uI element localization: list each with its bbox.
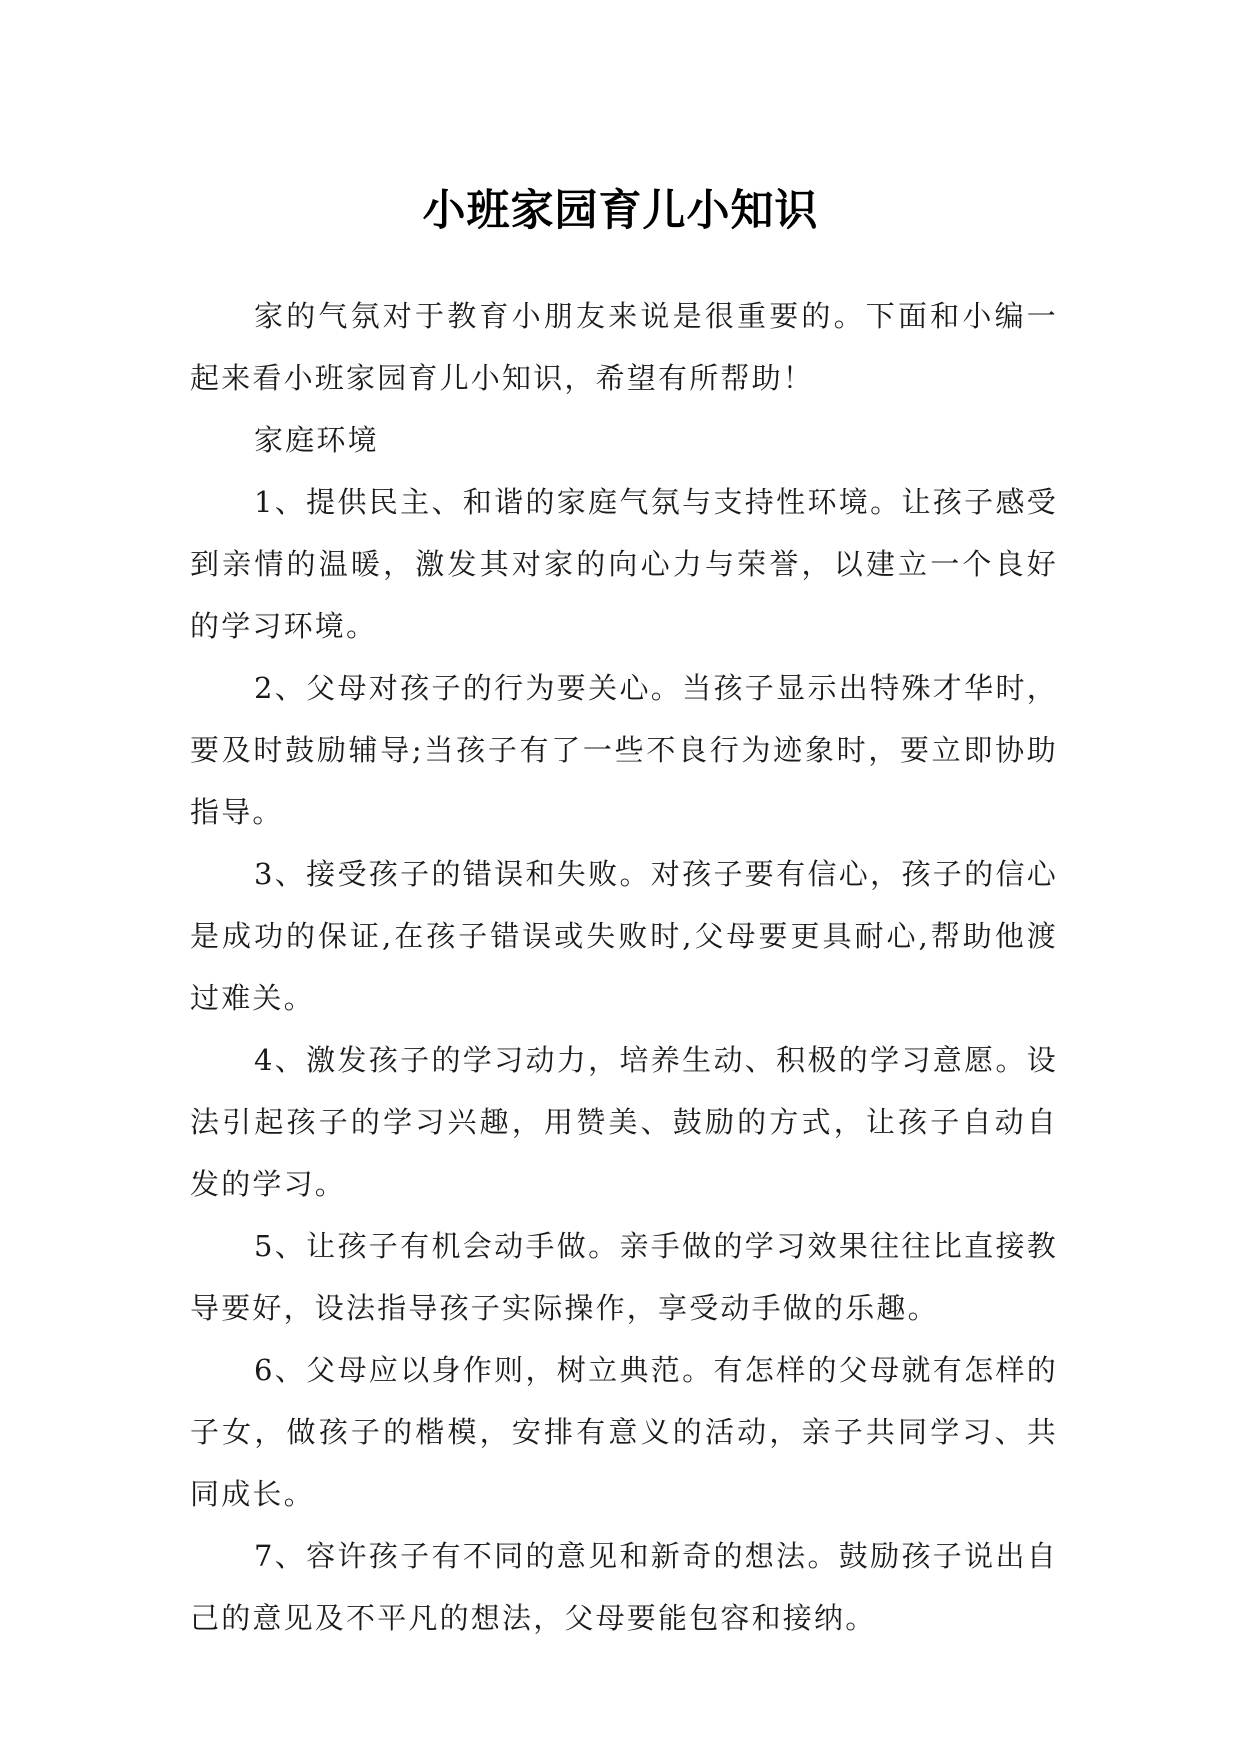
section-heading: 家庭环境 xyxy=(254,423,379,457)
document-title: 小班家园育儿小知识 xyxy=(422,185,819,236)
list-item-4: 4、激发孩子的学习动力，培养生动、积极的学习意愿。设法引起孩子的学习兴趣，用赞美、鼓励的方式，让孩子自动自发的学习。 xyxy=(190,1043,1058,1201)
list-item-6: 6、父母应以身作则，树立典范。有怎样的父母就有怎样的子女，做孩子的楷模，安排有意义的活动，亲子共同学习、共同成长。 xyxy=(190,1353,1058,1511)
intro-paragraph: 家的气氛对于教育小朋友来说是很重要的。下面和小编一起来看小班家园育儿小知识，希望有所帮助！ xyxy=(190,299,1058,395)
list-item-3: 3、接受孩子的错误和失败。对孩子要有信心，孩子的信心是成功的保证,在孩子错误或失败时,父母要更具耐心,帮助他渡过难关。 xyxy=(190,857,1058,1015)
list-item-1: 1、提供民主、和谐的家庭气氛与支持性环境。让孩子感受到亲情的温暖，激发其对家的向心力与荣誉，以建立一个良好的学习环境。 xyxy=(190,485,1058,643)
list-item-2: 2、父母对孩子的行为要关心。当孩子显示出特殊才华时，要及时鼓励辅导;当孩子有了一些不良行为迹象时，要立即协助指导。 xyxy=(190,671,1058,829)
list-item-5: 5、让孩子有机会动手做。亲手做的学习效果往往比直接教导要好，设法指导孩子实际操作，享受动手做的乐趣。 xyxy=(190,1229,1058,1325)
list-item-7: 7、容许孩子有不同的意见和新奇的想法。鼓励孩子说出自己的意见及不平凡的想法，父母要能包容和接纳。 xyxy=(190,1539,1058,1635)
document-body xyxy=(190,285,1058,1649)
